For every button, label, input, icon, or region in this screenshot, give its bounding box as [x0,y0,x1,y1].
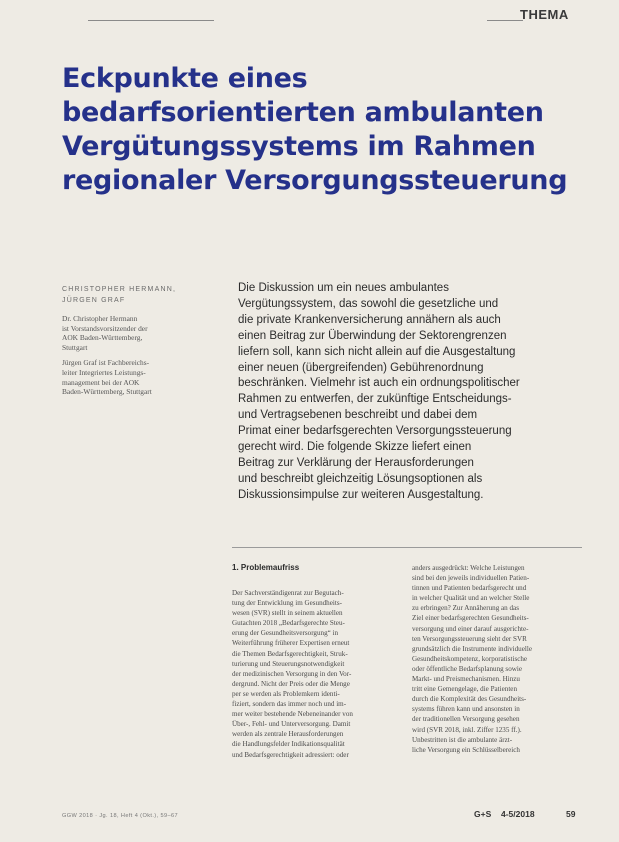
body-line: Über-, Fehl- und Unterversorgung. Damit [232,720,351,729]
author-names [62,284,192,306]
lead-line: einer neuen (übergreifenden) Gebührenordnung [238,361,484,374]
footer-issue: 4-5/2018 [501,809,535,819]
body-line: der medizinischen Versorgung in den Vor- [232,669,352,678]
title-line: regionaler Versorgungssteuerung [62,165,568,196]
lead-line: Primat einer bedarfsgerechten Versorgungssteuerung [238,425,512,438]
body-line: zu erbringen? Zur Annäherung an das [412,604,519,613]
bio-line: Stuttgart [62,342,88,352]
lead-line: Beitrag zur Verklärung der Herausforderungen [238,456,474,469]
title-line: Vergütungssystems im Rahmen [62,131,536,162]
body-line: versorgung und einer darauf ausgerichte- [412,624,529,633]
body-line: turierung und Steuerungsnotwendigkeit [232,659,345,668]
author-bio [62,358,192,396]
author-name: CHRISTOPHER HERMANN, [62,286,177,293]
body-line: Weiterführung früherer Expertisen erneut [232,639,350,648]
bio-line: leiter Integriertes Leistungs- [62,367,146,377]
body-line: die Handlungsfelder Indikationsqualität [232,740,345,749]
body-line: werden als zentrale Herausforderungen [232,730,344,739]
body-line: systems führen kann und ansonsten in [412,705,520,714]
body-line: mer weiter bestehende Nebeneinander von [232,710,353,719]
body-line: Markt- und Preismechanismen. Hinzu [412,675,520,684]
bio-line: Baden-Württemberg, Stuttgart [62,387,152,397]
lead-line: Die Diskussion um ein neues ambulantes [238,282,449,294]
bio-line: management bei der AOK [62,377,140,387]
lead-line: Rahmen zu entwerfen, der zukünftige Entscheidungs- [238,393,512,406]
body-column-left [232,588,392,760]
body-line: fiziert, sondern das immer noch und im- [232,700,347,709]
body-line: wird (SVR 2018, inkl. Ziffer 1235 ff.). [412,725,522,734]
body-line: Unbestritten ist die ambulante ärzt- [412,735,513,744]
author-bio [62,314,192,352]
body-line: durch die Komplexität des Gesundheits- [412,695,527,704]
lead-line: Vergütungssystem, das sowohl die gesetzliche und [238,297,499,310]
body-line: Der Sachverständigenrat zur Begutach- [232,589,344,597]
body-line: dergrund. Nicht der Preis oder die Menge [232,679,350,688]
body-line: Gesundheitskompetenz, korporatistische [412,654,528,663]
lead-line: und beschreibt gleichzeitig Lösungsoptionen als [238,472,483,485]
body-line: anders ausgedrückt: Welche Leistungen [412,564,525,572]
header-rule [88,20,214,21]
body-line: und Bedarfsgerechtigkeit adressiert: oder [232,750,349,759]
body-line: der traditionellen Versorgung gesehen [412,715,520,724]
header-rule [487,20,523,21]
footer-citation: GGW 2018 · Jg. 18, Heft 4 (Okt.), 59–67 [62,813,179,819]
section-divider [232,547,582,548]
body-line: liche Versorgung ein Schlüsselbereich [412,745,520,754]
body-line: erung der Gesundheitsversorgung“ in [232,629,339,638]
footer-journal: G+S [474,809,492,819]
bio-line: Dr. Christopher Hermann [62,314,138,323]
article-title [62,62,582,198]
body-line: Gutachten 2018 „Bedarfsgerechte Steu- [232,619,345,628]
title-line: bedarfsorientierten ambulanten [62,97,544,128]
author-block [62,284,192,397]
lead-line: beschränken. Vielmehr ist auch ein ordnungspolitischer [238,377,520,390]
section-tag: THEMA [520,7,569,22]
bio-line: Jürgen Graf ist Fachbereichs- [62,358,150,368]
body-line: tinnen und Patienten bedarfsgerecht und [412,584,527,593]
lead-paragraph [238,281,568,504]
lead-line: die private Krankenversicherung annähern als auch [238,313,501,326]
section-heading: 1. Problemaufriss [232,563,300,572]
lead-line: gerecht wird. Die folgende Skizze liefert einen [238,441,472,454]
body-column-right [412,563,584,755]
body-line: tung der Entwicklung im Gesundheits- [232,599,342,608]
body-line: in welcher Qualität und an welcher Stelle [412,594,530,603]
lead-line: und Vertragsebenen beschreibt und dabei dem [238,409,478,422]
bio-line: AOK Baden-Württemberg, [62,333,143,343]
body-line: sind bei den jeweils individuellen Patien- [412,574,530,583]
body-line: ten Versorgungssteuerung sieht der SVR [412,634,527,643]
body-line: die Themen Bedarfsgerechtigkeit, Struk- [232,649,348,658]
bio-line: ist Vorstandsvorsitzender der [62,323,148,333]
body-line: tritt eine Gemengelage, die Patienten [412,685,517,694]
body-line: per se werden als Problemkern identi- [232,689,340,698]
title-line: Eckpunkte eines [62,63,308,94]
lead-line: einen Beitrag zur Überwindung der Sektorengrenzen [238,329,507,342]
body-line: grundsätzlich die Instrumente individuelle [412,644,532,653]
author-name: JÜRGEN GRAF [62,297,126,304]
lead-line: liefern soll, kann sich nicht allein auf die Ausgestaltung [238,345,516,358]
body-line: oder öffentliche Bedarfsplanung sowie [412,664,522,673]
lead-line: Diskussionsimpulse zur weiteren Ausgestaltung. [238,488,484,501]
body-line: wesen (SVR) stellt in seinem aktuellen [232,609,343,618]
page-number: 59 [566,809,576,819]
body-line: Ziel einer bedarfsgerechten Gesundheits- [412,614,529,623]
